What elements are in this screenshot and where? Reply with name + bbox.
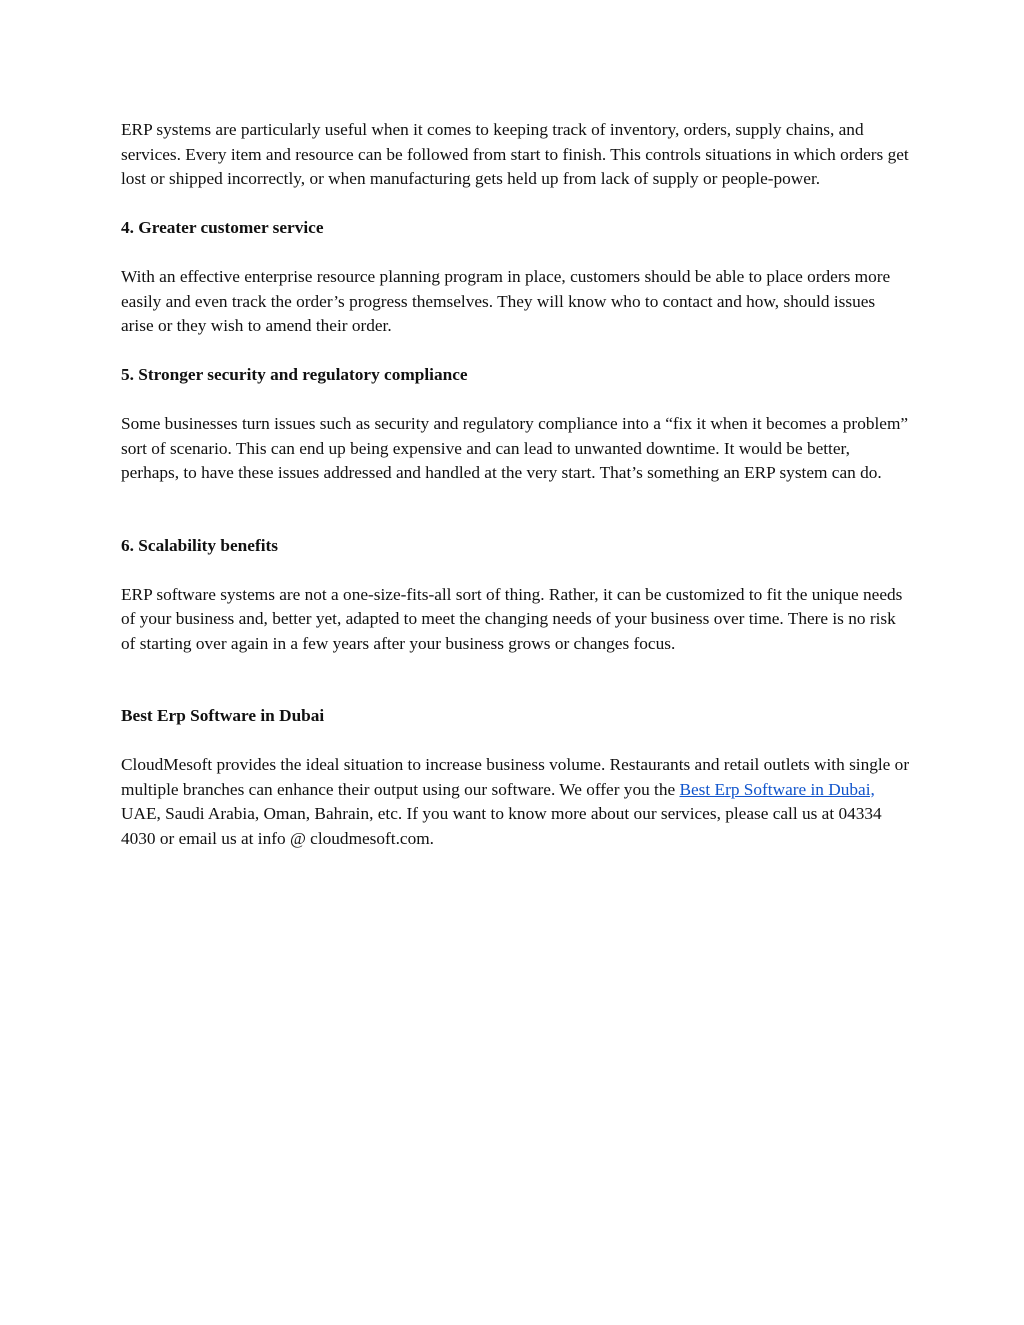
document-page (121, 118, 911, 876)
paragraph-text-after-link: UAE, Saudi Arabia, Oman, Bahrain, etc. If you want to know more about our services, please call us at 04334 4030 or email us at info @ cloudmesoft.com. (121, 804, 882, 848)
paragraph-cloudmesoft (121, 753, 911, 851)
paragraph-text-before-link: CloudMesoft provides the ideal situation to increase business volume. Restaurants and retail outlets with single or multiple branches can enhance their output using our software. We offer you the (121, 755, 910, 799)
heading-security-compliance: 5. Stronger security and regulatory compliance (121, 365, 468, 384)
paragraph-security-compliance: Some businesses turn issues such as security and regulatory compliance into a “fix it when it becomes a problem” sort of scenario. This can end up being expensive and can lead to unwanted downtime. It would be better, perhaps, to have these issues addressed and handled at the very start. That’s something an ERP system can do. (121, 414, 909, 482)
heading-best-erp-dubai: Best Erp Software in Dubai (121, 706, 325, 725)
heading-customer-service: 4. Greater customer service (121, 218, 324, 237)
best-erp-software-link[interactable]: Best Erp Software in Dubai, (679, 779, 875, 799)
paragraph-scalability: ERP software systems are not a one-size-fits-all sort of thing. Rather, it can be customized to fit the unique needs of your business and, better yet, adapted to meet the changing needs of your business over time. There is no risk of starting over again in a few years after your business grows or changes focus. (121, 584, 903, 653)
heading-scalability: 6. Scalability benefits (121, 535, 278, 555)
paragraph-inventory-tracking: ERP systems are particularly useful when it comes to keeping track of inventory, orders, supply chains, and services. Every item and resource can be followed from start to finish. This controls situations in which orders get lost or shipped incorrectly, or when manufacturing gets held up from lack of supply or people-power. (121, 120, 909, 188)
paragraph-customer-service: With an effective enterprise resource planning program in place, customers should be able to place orders more easily and even track the order’s progress themselves. They will know who to contact and how, should issues arise or they wish to amend their order. (121, 267, 891, 335)
